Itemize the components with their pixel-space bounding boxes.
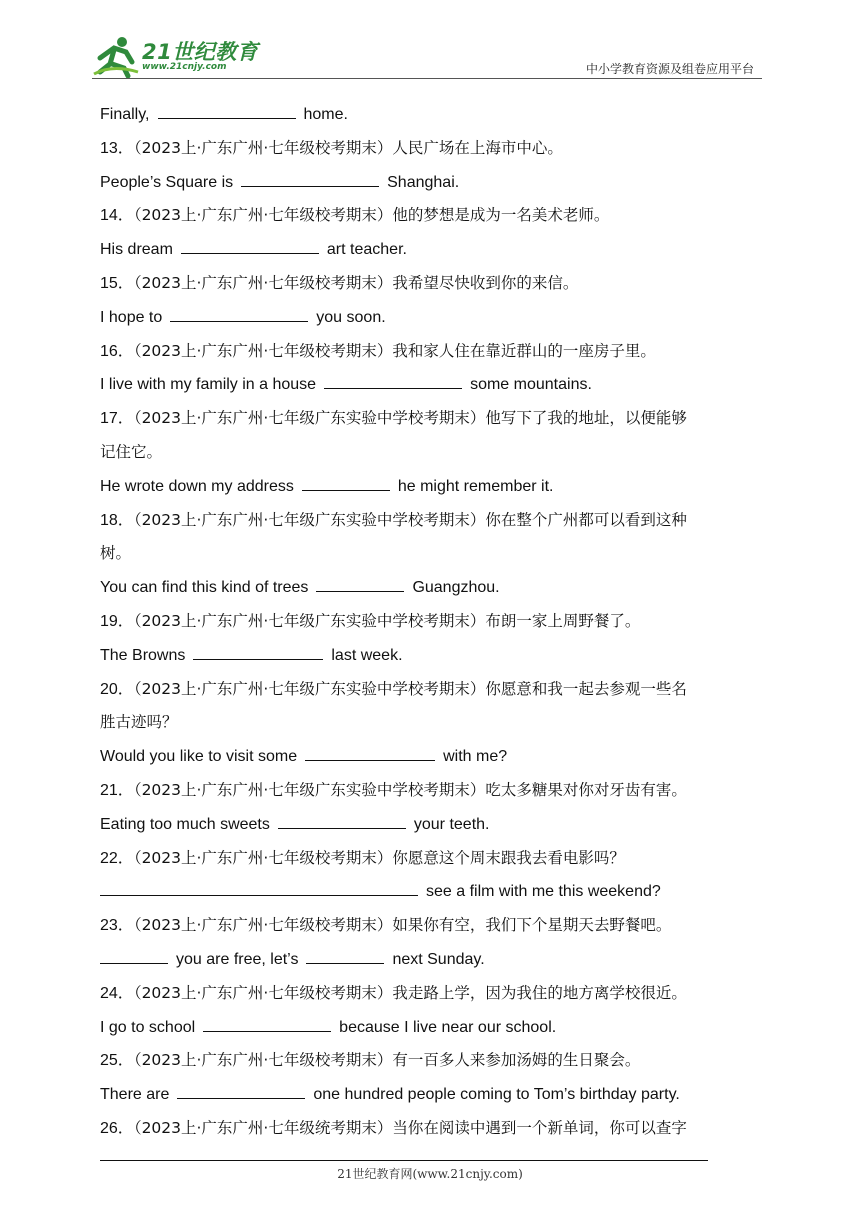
question-prompt <box>100 909 765 943</box>
sentence-fragment: because I live near our school. <box>339 1018 557 1036</box>
sentence-fragment: I hope to <box>100 308 163 326</box>
sentence-fragment: People’s Square is <box>100 173 234 191</box>
question-number: 18． <box>100 511 134 529</box>
question-text-continued: 记住它。 <box>100 442 163 461</box>
answer-blank[interactable] <box>324 387 462 389</box>
question-prompt <box>100 774 765 808</box>
sentence-fragment: He wrote down my address <box>100 477 294 495</box>
answer-sentence <box>100 639 765 673</box>
question-prompt <box>100 402 765 436</box>
answer-sentence <box>100 875 765 909</box>
question-number: 15． <box>100 274 134 292</box>
question-number: 23． <box>100 917 134 935</box>
exercise-content <box>100 98 765 1146</box>
question-number: 14． <box>100 207 134 225</box>
sentence-fragment: some mountains. <box>470 376 592 394</box>
answer-blank[interactable] <box>278 827 406 829</box>
runner-logo-icon <box>92 34 140 78</box>
question-prompt <box>100 504 765 538</box>
question-text: （2023上·广东广州·七年级校考期末）你愿意这个周末跟我去看电影吗？ <box>133 848 625 867</box>
sentence-fragment: art teacher. <box>326 241 407 259</box>
answer-sentence <box>100 1078 765 1112</box>
question-text: （2023上·广东广州·七年级广东实验中学校考期末）布朗一家上周野餐了。 <box>133 611 641 630</box>
sentence-fragment: your teeth. <box>413 815 490 833</box>
answer-blank[interactable] <box>100 962 168 964</box>
answer-blank[interactable] <box>100 894 418 896</box>
question-number: 26． <box>100 1119 134 1137</box>
brand-logo[interactable] <box>92 34 262 76</box>
sentence-fragment: There are <box>100 1086 170 1104</box>
question-prompt <box>100 1044 765 1078</box>
sentence-fragment: Shanghai. <box>387 173 460 191</box>
answer-blank[interactable] <box>181 252 319 254</box>
question-prompt <box>100 335 765 369</box>
answer-blank[interactable] <box>203 1030 331 1032</box>
question-prompt <box>100 199 765 233</box>
answer-sentence <box>100 166 765 200</box>
question-number: 21． <box>100 781 134 799</box>
question-number: 22． <box>100 849 134 867</box>
page-header <box>92 32 762 79</box>
question-text: （2023上·广东广州·七年级校考期末）如果你有空，我们下个星期天去野餐吧。 <box>133 916 672 935</box>
question-text: （2023上·广东广州·七年级校考期末）我走路上学，因为我住的地方离学校很近。 <box>133 983 687 1002</box>
logo-brand-text: 21世纪教育 <box>142 40 259 64</box>
question-number: 20． <box>100 680 134 698</box>
question-text: （2023上·广东广州·七年级广东实验中学校考期末）他写下了我的地址，以便能够 <box>133 409 687 428</box>
answer-sentence <box>100 368 765 402</box>
answer-sentence <box>100 740 765 774</box>
sentence-fragment: last week. <box>331 646 403 664</box>
logo-url-text: www.21cnjy.com <box>142 62 227 72</box>
sentence-fragment: I go to school <box>100 1018 196 1036</box>
sentence-fragment: Eating too much sweets <box>100 815 270 833</box>
answer-blank[interactable] <box>305 759 435 761</box>
sentence-fragment: I live with my family in a house <box>100 376 317 394</box>
answer-sentence <box>100 470 765 504</box>
sentence-fragment: next Sunday. <box>392 950 485 968</box>
answer-sentence <box>100 301 765 335</box>
answer-blank[interactable] <box>241 185 379 187</box>
sentence-fragment: with me? <box>443 748 508 766</box>
sentence-fragment: you are free, let’s <box>176 950 299 968</box>
question-text: （2023上·广东广州·七年级校考期末）人民广场在上海市中心。 <box>133 138 563 157</box>
sentence-fragment: Would you like to visit some <box>100 748 298 766</box>
question-number: 25． <box>100 1052 134 1070</box>
answer-blank[interactable] <box>158 117 296 119</box>
question-text-continued: 胜古迹吗？ <box>100 713 178 732</box>
question-number: 19． <box>100 612 134 630</box>
sentence-fragment: His dream <box>100 241 173 259</box>
question-prompt <box>100 605 765 639</box>
answer-sentence <box>100 98 765 132</box>
answer-sentence <box>100 808 765 842</box>
platform-name: 中小学教育资源及组卷应用平台 <box>585 62 754 76</box>
answer-sentence <box>100 943 765 977</box>
question-prompt <box>100 267 765 301</box>
sentence-fragment: home. <box>303 106 348 123</box>
question-text: （2023上·广东广州·七年级校考期末）有一百多人来参加汤姆的生日聚会。 <box>133 1051 641 1070</box>
answer-blank[interactable] <box>193 658 323 660</box>
question-text: （2023上·广东广州·七年级广东实验中学校考期末）你在整个广州都可以看到这种 <box>133 510 687 529</box>
question-prompt <box>100 132 765 166</box>
answer-sentence <box>100 1011 765 1045</box>
answer-blank[interactable] <box>316 590 404 592</box>
question-number: 24． <box>100 984 134 1002</box>
question-text: （2023上·广东广州·七年级校考期末）我和家人住在靠近群山的一座房子里。 <box>133 341 656 360</box>
page-footer: 21世纪教育网(www.21cnjy.com) <box>337 1167 523 1181</box>
sentence-fragment: see a film with me this weekend? <box>426 883 661 901</box>
sentence-fragment: You can find this kind of trees <box>100 579 309 597</box>
sentence-fragment: one hundred people coming to Tom’s birthday party. <box>313 1086 680 1104</box>
sentence-fragment: Guangzhou. <box>412 579 500 597</box>
question-text: （2023上·广东广州·七年级校考期末）我希望尽快收到你的来信。 <box>133 273 579 292</box>
question-number: 16． <box>100 342 134 360</box>
answer-blank[interactable] <box>177 1097 305 1099</box>
answer-sentence <box>100 233 765 267</box>
question-prompt <box>100 1112 765 1146</box>
question-text-continued: 树。 <box>100 544 132 563</box>
answer-blank[interactable] <box>170 320 308 322</box>
sentence-fragment: you soon. <box>316 308 386 326</box>
sentence-fragment: he might remember it. <box>397 477 554 495</box>
question-text: （2023上·广东广州·七年级广东实验中学校考期末）吃太多糖果对你对牙齿有害。 <box>133 780 687 799</box>
question-prompt <box>100 673 765 707</box>
answer-sentence <box>100 571 765 605</box>
question-text: （2023上·广东广州·七年级统考期末）当你在阅读中遇到一个新单词，你可以查字 <box>133 1118 687 1137</box>
footer-divider <box>100 1160 708 1161</box>
question-number: 17． <box>100 410 134 428</box>
answer-blank[interactable] <box>306 962 384 964</box>
sentence-fragment: Finally, <box>100 106 150 123</box>
question-number: 13． <box>100 139 134 157</box>
answer-blank[interactable] <box>302 489 390 491</box>
question-text: （2023上·广东广州·七年级校考期末）他的梦想是成为一名美术老师。 <box>133 206 610 225</box>
sentence-fragment: The Browns <box>100 646 186 664</box>
question-prompt <box>100 977 765 1011</box>
question-text: （2023上·广东广州·七年级广东实验中学校考期末）你愿意和我一起去参观一些名 <box>133 679 687 698</box>
question-prompt <box>100 842 765 876</box>
